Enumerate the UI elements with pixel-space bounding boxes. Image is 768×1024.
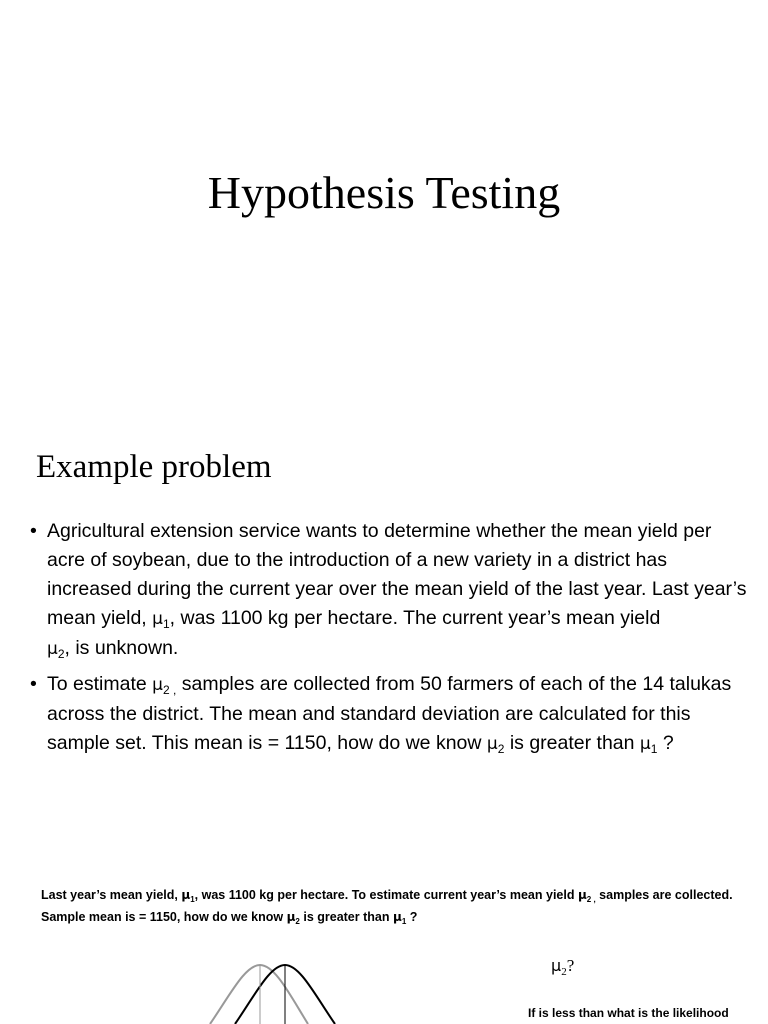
subscript: 2 ,: [162, 683, 177, 697]
question-mark: ?: [566, 956, 575, 975]
subscript: 1: [401, 917, 407, 926]
bullet-2-text-b: samples are collected from 50 farmers of each of the 14 talukas across the district. The mean and standard deviation are calculated for this sample set. This mean is = 1150, how do we know: [47, 673, 732, 754]
mu-symbol: μ: [181, 888, 191, 902]
subscript: 1: [190, 895, 195, 904]
bullet-icon: •: [30, 673, 37, 695]
mu2-question-label: [551, 956, 574, 976]
subscript: 2: [295, 917, 300, 926]
slide3-text: is greater than: [299, 910, 393, 924]
bullet-2-text-d: ?: [657, 732, 674, 754]
bullet-item-1: [30, 517, 750, 664]
mu-symbol: μ: [486, 734, 498, 754]
mu-symbol: μ: [392, 910, 402, 924]
bullet-1-text-c: , is unknown.: [64, 637, 179, 659]
bullet-1-text-a: Agricultural extension service wants to determine whether the mean yield per acre of soybean, due to the introduction of a new variety in a district has increased during the current year over the mean yield of the last year. Last year’s mean yield,: [47, 520, 747, 629]
slide3-text: ?: [406, 910, 418, 924]
bullet-2-text-c: is greater than: [504, 732, 640, 754]
slide3-text: Sample mean is = 1150, how do we know: [41, 910, 287, 924]
bullet-item-2: [30, 670, 750, 759]
subscript: 2: [561, 966, 567, 978]
mu-symbol: μ: [47, 639, 58, 659]
bullet-icon: •: [30, 520, 37, 542]
mu-symbol: μ: [639, 734, 651, 754]
slide3-text: , was 1100 kg per hectare. To estimate current year’s mean yield: [194, 888, 578, 902]
mu-symbol: μ: [577, 888, 587, 902]
likelihood-text: If is less than what is the likelihood: [528, 1006, 729, 1020]
curve-last-year: [210, 965, 308, 1024]
slide-title: Hypothesis Testing: [207, 167, 561, 218]
subscript: 2: [57, 647, 65, 661]
bullet-2-text-a: To estimate: [47, 673, 153, 695]
slide3-text: samples are collected.: [595, 888, 733, 902]
mu-symbol: μ: [286, 910, 296, 924]
mu-symbol: μ: [551, 956, 562, 975]
subscript: 1: [650, 742, 658, 756]
mu-symbol: μ: [152, 675, 163, 695]
mu-symbol: μ: [152, 609, 163, 629]
distribution-curves: [190, 955, 370, 1024]
bullet-1-text-b: , was 1100 kg per hectare. The current year’s mean yield: [169, 607, 661, 629]
subscript: 2: [497, 742, 505, 756]
example-problem-heading: Example problem: [36, 449, 272, 485]
subscript: 2 ,: [586, 895, 596, 904]
subscript: 1: [162, 617, 170, 631]
slide3-problem-text: [41, 884, 741, 928]
bullet-list: [30, 517, 750, 759]
slide3-text: Last year’s mean yield,: [41, 888, 182, 902]
